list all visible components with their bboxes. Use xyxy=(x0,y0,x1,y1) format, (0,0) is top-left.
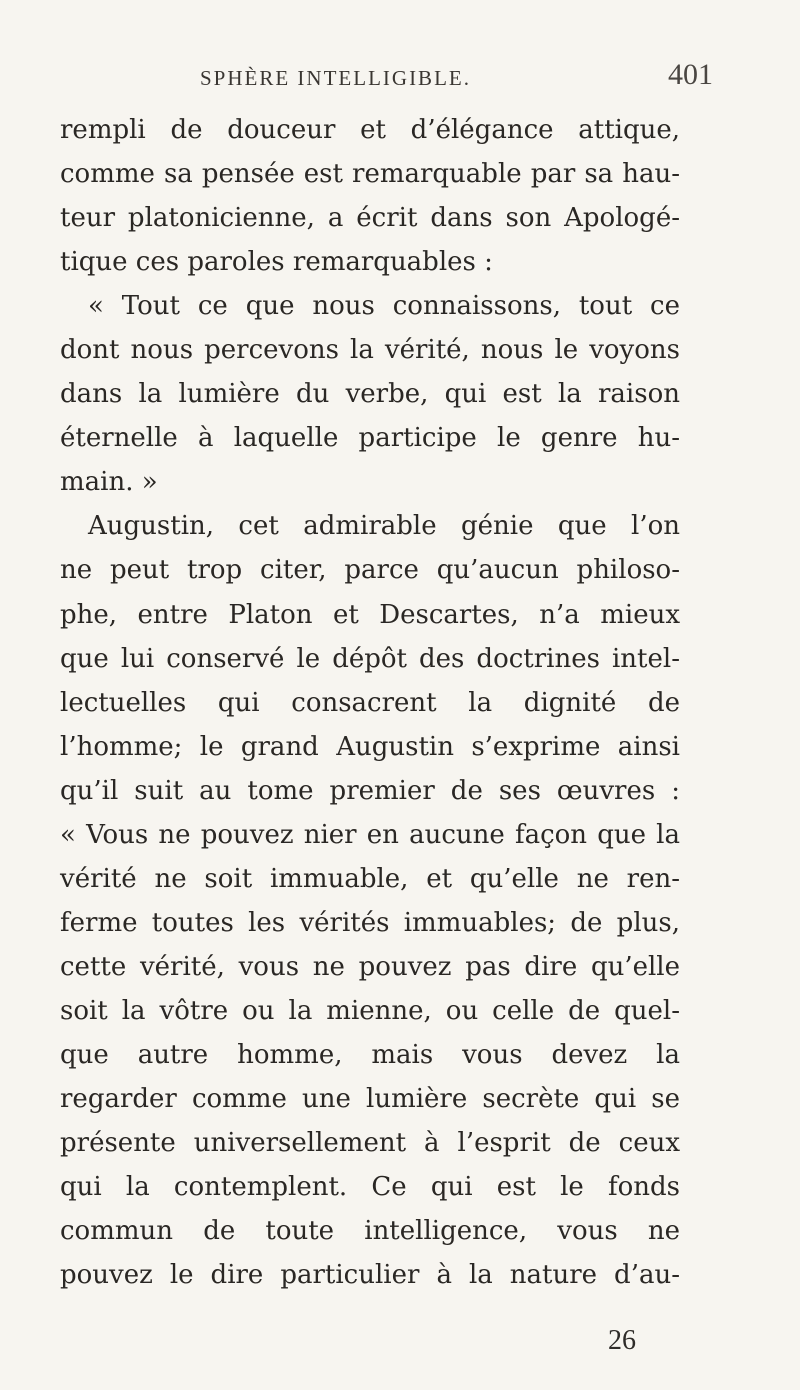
text-line: qu’il suit au tome premier de ses œuvres : xyxy=(60,775,680,806)
body-text xyxy=(60,108,680,1297)
text-line: rempli de douceur et d’élégance attique, xyxy=(60,115,680,145)
text-line: lectuelles qui consacrent la dignité de xyxy=(60,687,680,718)
text-line: dans la lumière du verbe, qui est la raison xyxy=(60,379,680,410)
page-number: 401 xyxy=(668,58,713,91)
text-line: tique ces paroles remarquables : xyxy=(60,247,493,278)
text-line: qui la contemplent. Ce qui est le fonds xyxy=(60,1172,680,1203)
text-line: cette vérité, vous ne pouvez pas dire qu’elle xyxy=(60,951,680,982)
text-line: que autre homme, mais vous devez la xyxy=(60,1039,680,1070)
text-line: regarder comme une lumière secrète qui se xyxy=(60,1084,680,1115)
text-line: Augustin, cet admirable génie que l’on xyxy=(88,511,680,542)
text-line: éternelle à laquelle participe le genre hu- xyxy=(60,423,680,454)
text-line: comme sa pensée est remarquable par sa hau- xyxy=(60,159,680,190)
signature-mark: 26 xyxy=(608,1325,636,1356)
text-line: ne peut trop citer, parce qu’aucun philoso- xyxy=(60,555,680,586)
text-line: présente universellement à l’esprit de ceux xyxy=(60,1128,680,1159)
text-line: que lui conservé le dépôt des doctrines intel- xyxy=(60,643,680,674)
text-line: vérité ne soit immuable, et qu’elle ne ren- xyxy=(60,863,680,894)
text-line: « Tout ce que nous connaissons, tout ce xyxy=(88,291,680,322)
text-line: commun de toute intelligence, vous ne xyxy=(60,1216,680,1247)
text-line: phe, entre Platon et Descartes, n’a mieux xyxy=(60,599,680,630)
text-line: main. » xyxy=(60,467,158,498)
running-title: SPHÈRE INTELLIGIBLE. xyxy=(200,66,471,90)
text-line: teur platonicienne, a écrit dans son Apologé- xyxy=(60,203,680,234)
text-line: soit la vôtre ou la mienne, ou celle de quel- xyxy=(60,995,680,1026)
text-line: dont nous percevons la vérité, nous le voyons xyxy=(60,335,680,366)
text-line: l’homme; le grand Augustin s’exprime ainsi xyxy=(60,731,680,762)
text-line: ferme toutes les vérités immuables; de plus, xyxy=(60,907,680,938)
text-line: pouvez le dire particulier à la nature d’au- xyxy=(60,1260,680,1291)
running-head xyxy=(0,58,800,102)
text-line: « Vous ne pouvez nier en aucune façon que la xyxy=(60,819,680,850)
